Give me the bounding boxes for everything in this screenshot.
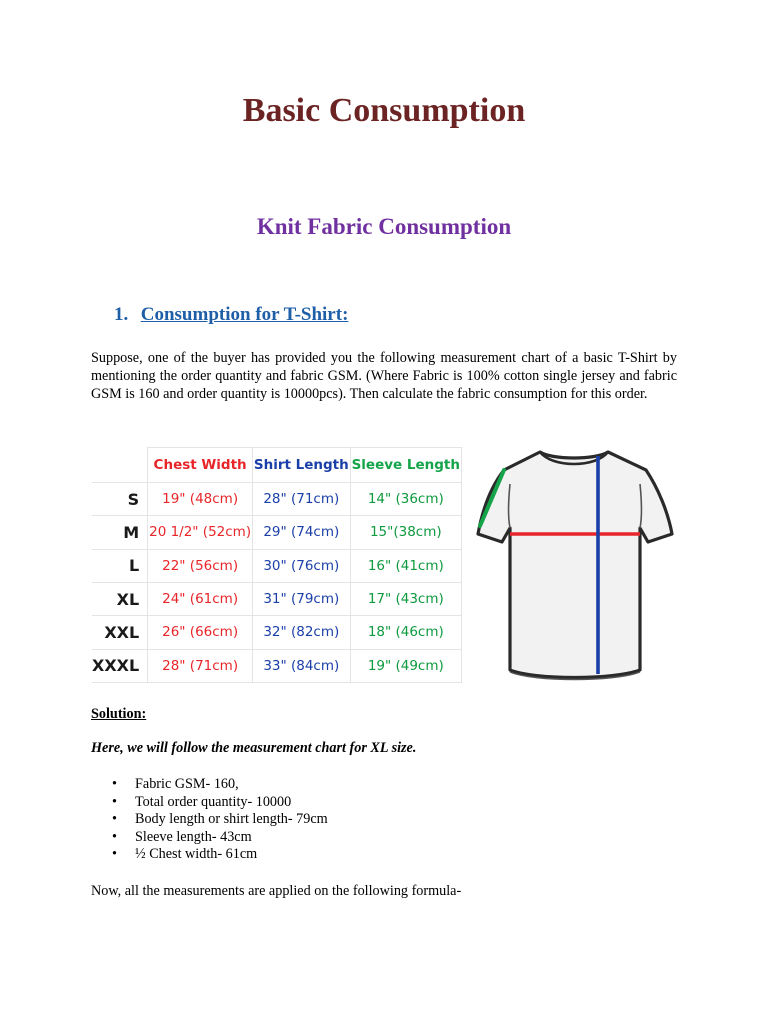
list-item-text: Fabric GSM- 160, [135,776,239,792]
sleeve-value: 17" (43cm) [350,582,461,615]
size-label: L [92,549,148,582]
size-label: XXXL [92,649,148,682]
list-item-text: Body length or shirt length- 79cm [135,811,328,827]
list-item [91,829,328,847]
section-heading [114,304,348,326]
chest-value: 26" (66cm) [148,616,253,649]
tshirt-body-shape [478,452,672,678]
list-item [91,776,328,794]
bullet-icon: • [112,793,117,810]
list-item-text: Total order quantity- 10000 [135,793,292,810]
length-value: 30" (76cm) [253,549,351,582]
table-header-row [92,448,462,483]
header-shirt-length: Shirt Length [253,448,351,483]
bullet-icon: • [112,828,117,845]
list-item [91,811,328,829]
corner-cell [92,448,148,483]
chest-value: 24" (61cm) [148,582,253,615]
sleeve-value: 18" (46cm) [350,616,461,649]
length-value: 29" (74cm) [253,516,351,549]
intro-paragraph: Suppose, one of the buyer has provided you the following measurement chart of a basic T-Shirt by mentioning the order quantity and fabric GSM. (Where Fabric is 100% cotton single jersey and fabric GSM is 160 and order quantity is 10000pcs). Then calculate the fabric consumption for this order. [91,350,677,402]
size-label: XL [92,582,148,615]
length-value: 28" (71cm) [253,483,351,516]
section-label: Consumption for T-Shirt: [140,304,349,325]
page-title: Basic Consumption [242,92,526,129]
header-chest-width: Chest Width [148,448,253,483]
sleeve-value: 15"(38cm) [350,516,461,549]
bullet-icon: • [112,776,117,792]
solution-intro: Here, we will follow the measurement chart for XL size. [91,740,417,756]
length-value: 32" (82cm) [253,616,351,649]
table-row [92,649,462,682]
tshirt-diagram-icon [474,444,674,686]
sleeve-value: 19" (49cm) [350,649,461,682]
solution-label: Solution: [91,706,147,722]
table-row [92,582,462,615]
page-subtitle: Knit Fabric Consumption [256,214,512,239]
sleeve-value: 14" (36cm) [350,483,461,516]
size-label: M [92,516,148,549]
length-value: 31" (79cm) [253,582,351,615]
list-item-text: ½ Chest width- 61cm [135,846,258,862]
list-item-text: Sleeve length- 43cm [135,828,252,845]
table-row [92,516,462,549]
spec-list [91,776,328,864]
size-label: S [92,483,148,516]
list-item [91,846,328,864]
size-label: XXL [92,616,148,649]
bullet-icon: • [112,846,117,862]
list-item [91,794,328,812]
header-sleeve-length: Sleeve Length [350,448,461,483]
bullet-icon: • [112,811,117,827]
section-number: 1. [114,304,129,325]
formula-intro: Now, all the measurements are applied on the following formula- [91,883,462,899]
table-row [92,483,462,516]
sleeve-value: 16" (41cm) [350,549,461,582]
table-row [92,616,462,649]
chest-value: 19" (48cm) [148,483,253,516]
chest-value: 20 1/2" (52cm) [148,516,253,549]
chest-value: 28" (71cm) [148,649,253,682]
chest-value: 22" (56cm) [148,549,253,582]
table-row [92,549,462,582]
measurement-chart [92,447,462,683]
length-value: 33" (84cm) [253,649,351,682]
